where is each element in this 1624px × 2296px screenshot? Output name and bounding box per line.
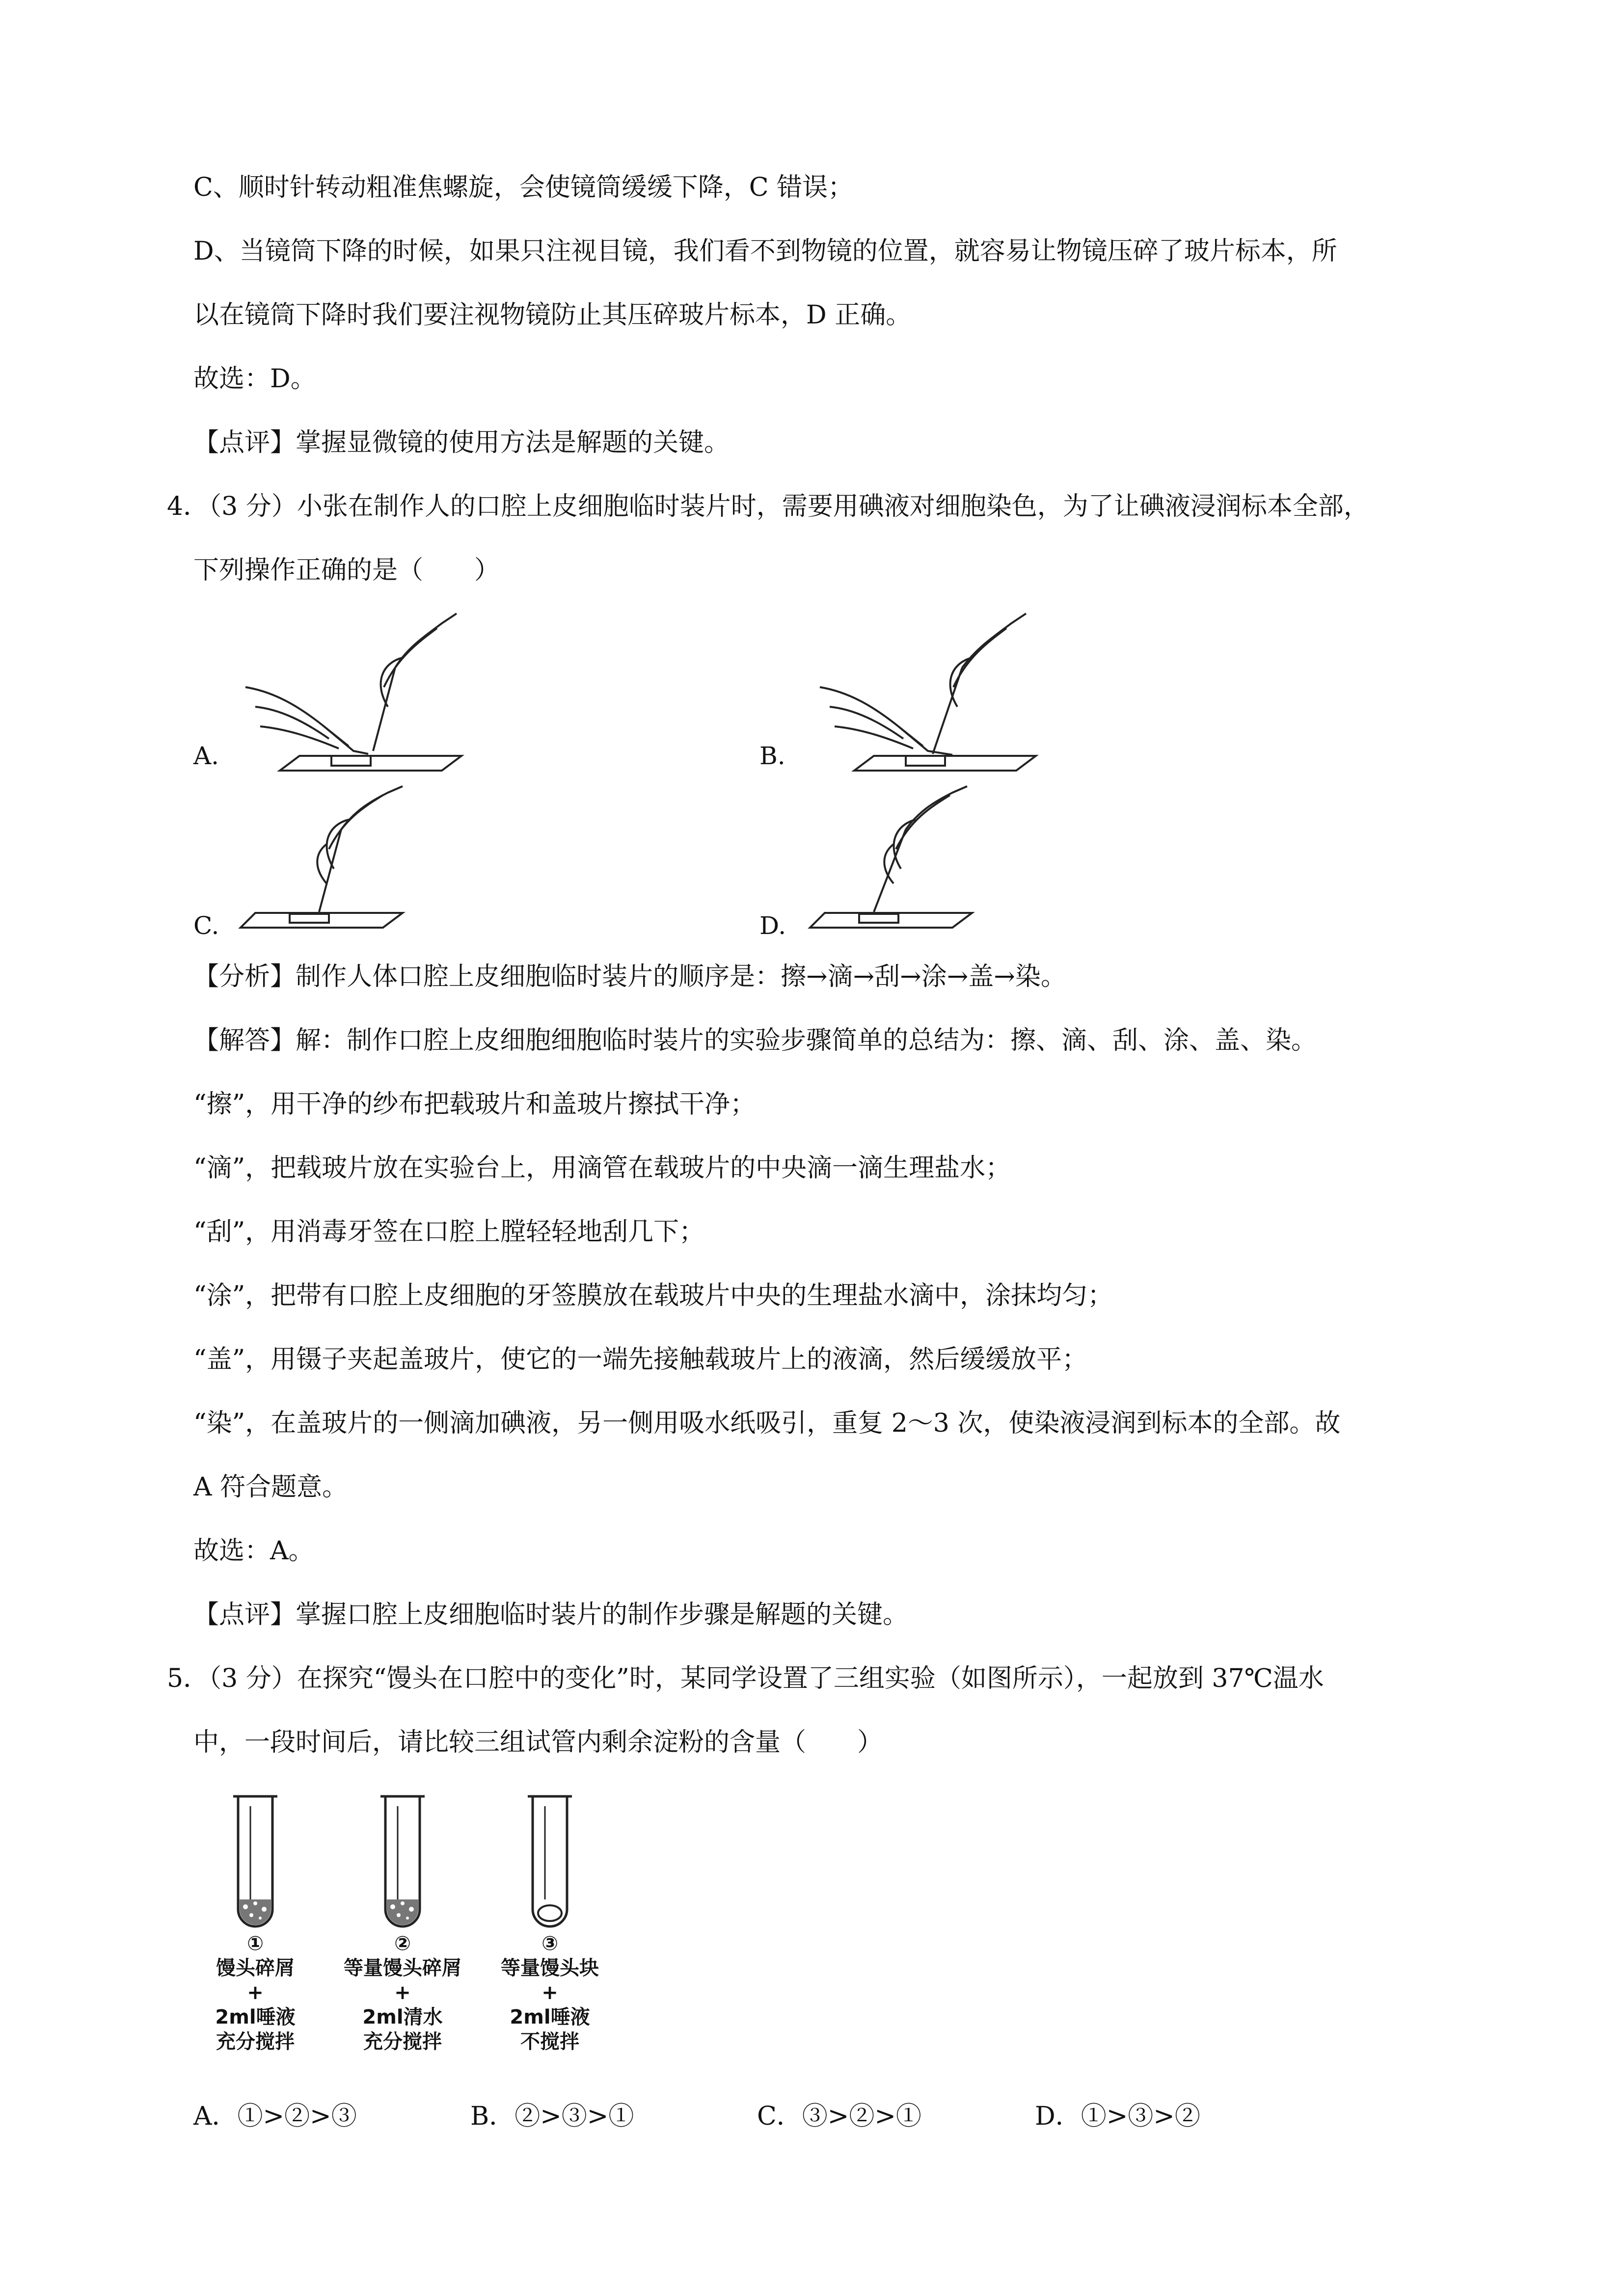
tube-1-label xyxy=(191,1931,319,2054)
q4-solution: 【解答】解：制作口腔上皮细胞细胞临时装片的实验步骤简单的总结为：擦、滴、刮、涂、盖、染。 xyxy=(193,1026,1317,1055)
q4-step-di: “滴”，把载玻片放在实验台上，用滴管在载玻片的中央滴一滴生理盐水； xyxy=(193,1153,1011,1183)
q3-option-d-explanation: D、当镜筒下降的时候，如果只注视目镜，我们看不到物镜的位置，就容易让物镜压碎了玻片标本，所 xyxy=(193,237,1337,266)
tube-2-plus: + xyxy=(394,1981,411,2004)
tube-3-plus: + xyxy=(541,1981,558,2004)
q4-option-b-label: B. xyxy=(759,742,785,770)
q5-stem: 5．（3 分）在探究“馒头在口腔中的变化”时，某同学设置了三组实验（如图所示），一起放到 37℃温水 xyxy=(167,1664,1324,1693)
q5-stem-cont: 中，一段时间后，请比较三组试管内剩余淀粉的含量（ ） xyxy=(193,1728,883,1757)
q3-option-c-explanation: C、顺时针转动粗准焦螺旋，会使镜筒缓缓下降，C 错误； xyxy=(193,173,854,202)
tube-3-number: ③ xyxy=(541,1932,558,1955)
tube-3-label xyxy=(486,1931,614,2054)
q4-step-ca: “擦”，用干净的纱布把载玻片和盖玻片擦拭干净； xyxy=(193,1090,756,1119)
q5-option-c: C．③>②>① xyxy=(757,2102,921,2131)
q3-answer: 故选：D。 xyxy=(193,364,316,394)
tube-3-contents: 等量馒头块 xyxy=(501,1957,599,1979)
q4-option-a-figure xyxy=(226,609,501,775)
q4-option-c-figure xyxy=(236,785,442,942)
q3-option-d-explanation-cont: 以在镜筒下降时我们要注视物镜防止其压碎玻片标本，D 正确。 xyxy=(193,300,912,330)
q4-analysis: 【分析】制作人体口腔上皮细胞临时装片的顺序是：擦→滴→刮→涂→盖→染。 xyxy=(193,962,1066,991)
q4-conclusion: A 符合题意。 xyxy=(193,1472,348,1502)
q4-option-d-figure xyxy=(805,785,1011,942)
tube-3-treatment: 不搅拌 xyxy=(520,2030,579,2053)
q4-comment: 【点评】掌握口腔上皮细胞临时装片的制作步骤是解题的关键。 xyxy=(193,1600,909,1629)
tube-1-liquid: 2ml唾液 xyxy=(215,2006,296,2029)
tube-3-liquid: 2ml唾液 xyxy=(510,2006,590,2029)
tube-2-label xyxy=(339,1931,466,2054)
tube-2-liquid: 2ml清水 xyxy=(362,2006,443,2029)
tube-2-number: ② xyxy=(394,1932,411,1955)
q5-option-b: B．②>③>① xyxy=(470,2102,634,2131)
tube-1-contents: 馒头碎屑 xyxy=(216,1957,295,1979)
q5-test-tubes-figure xyxy=(196,1787,638,1953)
q4-option-c-label: C. xyxy=(193,911,219,940)
tube-2-treatment: 充分搅拌 xyxy=(363,2030,442,2053)
q4-step-gua: “刮”，用消毒牙签在口腔上膛轻轻地刮几下； xyxy=(193,1217,705,1247)
q4-step-gai: “盖”，用镊子夹起盖玻片，使它的一端先接触载玻片上的液滴，然后缓缓放平； xyxy=(193,1345,1088,1374)
q4-answer: 故选：A。 xyxy=(193,1536,314,1566)
tube-2-contents: 等量馒头碎屑 xyxy=(344,1957,461,1979)
tube-1-treatment: 充分搅拌 xyxy=(216,2030,295,2053)
q4-stem: 4．（3 分）小张在制作人的口腔上皮细胞临时装片时，需要用碘液对细胞染色，为了让碘液浸润标本全部， xyxy=(167,492,1369,521)
q4-stem-cont: 下列操作正确的是（ ） xyxy=(193,556,500,585)
tube-1-plus: + xyxy=(247,1981,264,2004)
q3-comment: 【点评】掌握显微镜的使用方法是解题的关键。 xyxy=(193,428,730,457)
q4-option-d-label: D. xyxy=(759,911,786,940)
q5-option-d: D．①>③>② xyxy=(1035,2102,1200,2131)
tube-1-number: ① xyxy=(247,1932,264,1955)
q4-option-a-label: A. xyxy=(193,742,219,770)
q4-step-ran: “染”，在盖玻片的一侧滴加碘液，另一侧用吸水纸吸引，重复 2～3 次，使染液浸润到标本的全部。故 xyxy=(193,1409,1341,1438)
q5-option-a: A．①>②>③ xyxy=(193,2102,357,2131)
q4-step-tu: “涂”，把带有口腔上皮细胞的牙签膜放在载玻片中央的生理盐水滴中，涂抹均匀； xyxy=(193,1281,1113,1310)
q4-option-b-figure xyxy=(800,609,1075,775)
